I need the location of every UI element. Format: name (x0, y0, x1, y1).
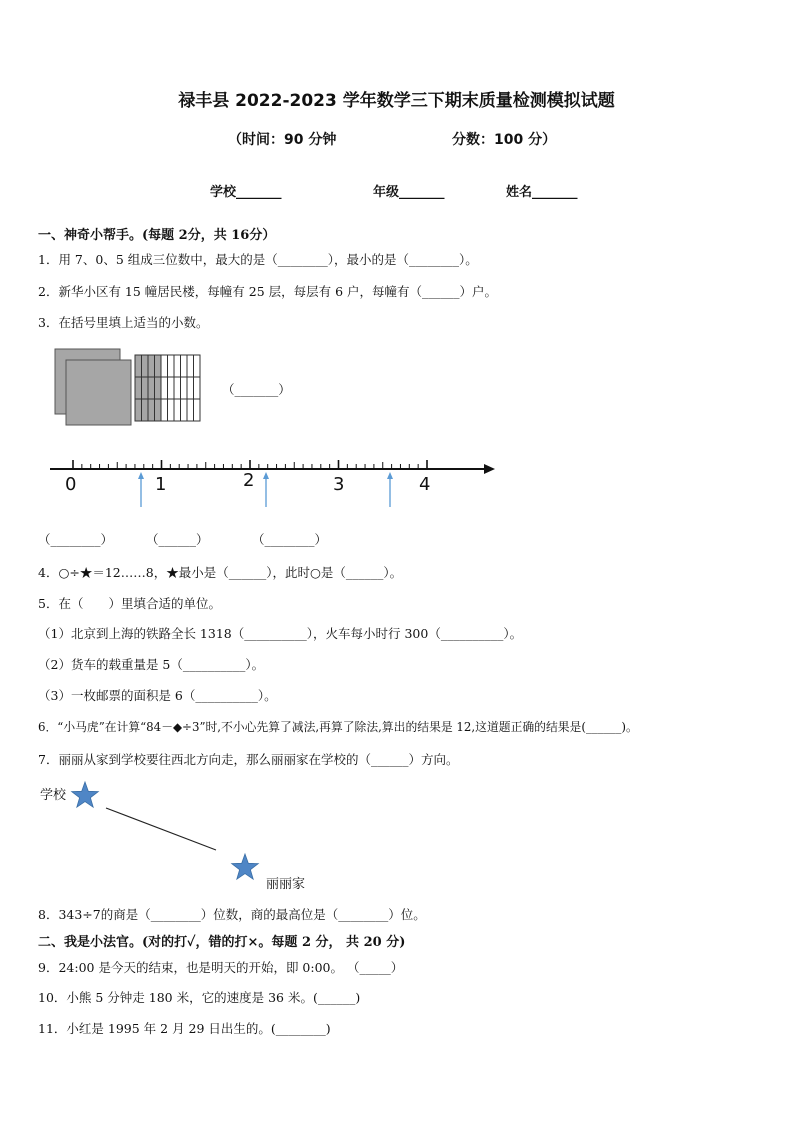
section-2-heading: 二、我是小法官。(对的打✓，错的打×。每题 2 分， 共 20 分) (38, 935, 406, 950)
direction-diagram (68, 778, 278, 888)
tick-label-0: 0 (65, 474, 77, 495)
number-line-blank-1[interactable]: （________） (38, 532, 114, 547)
question-9: 9．24:00 是今天的结束，也是明天的开始，即 0:00。 （_____） (38, 960, 404, 975)
question-5: 5．在（ ）里填合适的单位。 (38, 596, 221, 611)
school-star-icon (72, 782, 99, 807)
question-5-3: （3）一枚邮票的面积是 6（__________）。 (38, 688, 277, 703)
figure-answer-blank[interactable]: （_______） (222, 382, 291, 397)
decimal-squares-figure (50, 345, 210, 435)
number-line-blank-2[interactable]: （______） (146, 532, 209, 547)
question-4: 4．○÷★＝12……8，★最小是（______），此时○是（______）。 (38, 565, 403, 580)
question-6: 6．“小马虎”在计算“84－◆÷3”时,不小心先算了减法,再算了除法,算出的结果是 12,这道题正确的结果是(______)。 (38, 720, 638, 734)
name-field: 姓名_______ (506, 185, 578, 200)
home-star-icon (232, 854, 259, 879)
question-5-2: （2）货车的载重量是 5（__________）。 (38, 657, 265, 672)
question-10: 10．小熊 5 分钟走 180 米，它的速度是 36 米。(______) (38, 990, 361, 1005)
question-8: 8．343÷7的商是（________）位数，商的最高位是（________）位。 (38, 907, 426, 922)
question-1: 1．用 7、0、5 组成三位数中，最大的是（________），最小的是（________）。 (38, 252, 478, 267)
question-11: 11．小红是 1995 年 2 月 29 日出生的。(________) (38, 1021, 331, 1036)
number-line-ticks (73, 460, 427, 469)
partial-square (135, 355, 200, 421)
exam-score: 分数：100 分） (452, 132, 557, 148)
tick-label-4: 4 (419, 474, 431, 495)
exam-time: （时间：90 分钟 (228, 132, 337, 148)
school-field: 学校_______ (210, 185, 282, 200)
tick-label-1: 1 (155, 474, 167, 495)
exam-title: 禄丰县 2022-2023 学年数学三下期末质量检测模拟试题 (178, 91, 615, 111)
number-line (40, 455, 510, 515)
blue-arrows (138, 472, 393, 507)
home-label: 丽丽家 (266, 877, 306, 892)
question-5-1: （1）北京到上海的铁路全长 1318（__________），火车每小时行 300（__________）。 (38, 626, 523, 641)
question-3: 3．在括号里填上适当的小数。 (38, 315, 209, 330)
question-2: 2．新华小区有 15 幢居民楼，每幢有 25 层，每层有 6 户，每幢有（______）户。 (38, 284, 498, 299)
unit-square-front (66, 360, 131, 425)
grade-field: 年级_______ (373, 185, 445, 200)
question-7: 7．丽丽从家到学校要往西北方向走，那么丽丽家在学校的（______）方向。 (38, 752, 459, 767)
number-line-blank-3[interactable]: （________） (252, 532, 328, 547)
number-line-arrowhead (484, 464, 495, 474)
connecting-line (106, 808, 216, 850)
tick-label-2: 2 (243, 470, 255, 491)
tick-label-3: 3 (333, 474, 345, 495)
section-1-heading: 一、神奇小帮手。(每题 2分，共 16分） (38, 228, 276, 243)
school-label: 学校 (40, 788, 67, 803)
